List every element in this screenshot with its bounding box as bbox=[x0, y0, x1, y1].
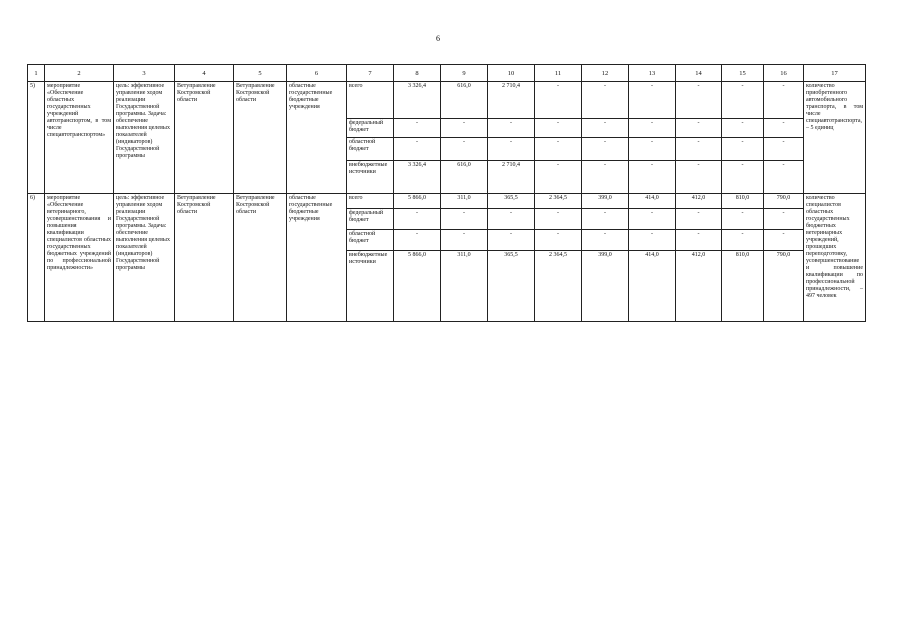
value-cell: 2 364,5 bbox=[535, 194, 582, 209]
value-cell: - bbox=[582, 230, 629, 251]
value-cell: 3 326,4 bbox=[394, 161, 441, 194]
source-cell: областной бюджет bbox=[347, 138, 394, 161]
value-cell: 2 710,4 bbox=[488, 161, 535, 194]
value-cell: 5 866,0 bbox=[394, 251, 441, 322]
value-cell: - bbox=[629, 161, 676, 194]
column-header: 5 bbox=[234, 65, 287, 82]
executor-cell: Ветуправление Костромской области bbox=[175, 194, 234, 322]
value-cell: 365,5 bbox=[488, 194, 535, 209]
table-row bbox=[28, 194, 866, 209]
value-cell: - bbox=[441, 138, 488, 161]
value-cell: 399,0 bbox=[582, 194, 629, 209]
table-row bbox=[28, 82, 866, 119]
row-number: 5) bbox=[28, 82, 45, 194]
source-cell: федеральный бюджет bbox=[347, 209, 394, 230]
value-cell: - bbox=[441, 119, 488, 138]
value-cell: 3 326,4 bbox=[394, 82, 441, 119]
value-cell: 616,0 bbox=[441, 82, 488, 119]
value-cell: - bbox=[629, 82, 676, 119]
value-cell: 414,0 bbox=[629, 194, 676, 209]
value-cell: 2 710,4 bbox=[488, 82, 535, 119]
value-cell: - bbox=[764, 161, 804, 194]
customer-cell: Ветуправление Костромской области bbox=[234, 194, 287, 322]
source-cell: внебюджетные источники bbox=[347, 251, 394, 322]
column-header: 6 bbox=[287, 65, 347, 82]
value-cell: 412,0 bbox=[676, 251, 722, 322]
column-header: 15 bbox=[722, 65, 764, 82]
recipient-cell: областные государственные бюджетные учреждения bbox=[287, 82, 347, 194]
column-header: 4 bbox=[175, 65, 234, 82]
customer-cell: Ветуправление Костромской области bbox=[234, 82, 287, 194]
value-cell: - bbox=[629, 209, 676, 230]
executor-cell: Ветуправление Костромской области bbox=[175, 82, 234, 194]
value-cell: - bbox=[535, 161, 582, 194]
column-header: 1 bbox=[28, 65, 45, 82]
value-cell: - bbox=[676, 138, 722, 161]
value-cell: 311,0 bbox=[441, 251, 488, 322]
column-header: 13 bbox=[629, 65, 676, 82]
column-header: 14 bbox=[676, 65, 722, 82]
value-cell: 399,0 bbox=[582, 251, 629, 322]
source-cell: внебюджетные источники bbox=[347, 161, 394, 194]
value-cell: - bbox=[764, 119, 804, 138]
value-cell: - bbox=[488, 138, 535, 161]
column-header: 17 bbox=[804, 65, 866, 82]
value-cell: - bbox=[394, 230, 441, 251]
value-cell: - bbox=[676, 161, 722, 194]
value-cell: - bbox=[535, 209, 582, 230]
value-cell: - bbox=[488, 119, 535, 138]
value-cell: - bbox=[722, 161, 764, 194]
value-cell: - bbox=[535, 230, 582, 251]
value-cell: 2 364,5 bbox=[535, 251, 582, 322]
source-cell: всего bbox=[347, 194, 394, 209]
measure-cell: мероприятие «Обеспечение ветеринарного, усовершенствования и повышения квалификации специалистов областных государственных бюджетных учреждений по профессиональной принадлежности» bbox=[45, 194, 114, 322]
measure-cell: мероприятие «Обеспечение областных государственных учреждений автотранспортом, в том числе спецавтотранспортом» bbox=[45, 82, 114, 194]
value-cell: - bbox=[535, 138, 582, 161]
source-cell: федеральный бюджет bbox=[347, 119, 394, 138]
column-header: 2 bbox=[45, 65, 114, 82]
value-cell: 5 866,0 bbox=[394, 194, 441, 209]
value-cell: 790,0 bbox=[764, 194, 804, 209]
value-cell: - bbox=[441, 209, 488, 230]
value-cell: - bbox=[488, 209, 535, 230]
value-cell: 790,0 bbox=[764, 251, 804, 322]
value-cell: - bbox=[676, 230, 722, 251]
result-cell: количество приобретенного автомобильного транспорта, в том числе специавтотранспорта, – 5 единиц bbox=[804, 82, 866, 194]
value-cell: - bbox=[764, 209, 804, 230]
value-cell: - bbox=[394, 119, 441, 138]
value-cell: 365,5 bbox=[488, 251, 535, 322]
column-header: 16 bbox=[764, 65, 804, 82]
value-cell: - bbox=[582, 209, 629, 230]
value-cell: - bbox=[535, 119, 582, 138]
source-cell: всего bbox=[347, 82, 394, 119]
value-cell: - bbox=[722, 82, 764, 119]
column-header: 12 bbox=[582, 65, 629, 82]
result-cell: количество специалистов областных государственных бюджетных ветеринарных учреждений, прошедших переподготовку, усовершенствование и повышение квалификации по профессиональной принадлежности, – 497 человек bbox=[804, 194, 866, 322]
column-header: 7 bbox=[347, 65, 394, 82]
source-cell: областной бюджет bbox=[347, 230, 394, 251]
value-cell: - bbox=[676, 209, 722, 230]
value-cell: 412,0 bbox=[676, 194, 722, 209]
value-cell: 311,0 bbox=[441, 194, 488, 209]
value-cell: - bbox=[582, 161, 629, 194]
value-cell: - bbox=[629, 138, 676, 161]
goal-cell: цель: эффективное управление ходом реализации Государственной программы. Задача: обеспечение выполнения целевых показателей (индикаторов) Государственной программы bbox=[114, 194, 175, 322]
value-cell: 414,0 bbox=[629, 251, 676, 322]
value-cell: - bbox=[535, 82, 582, 119]
program-table bbox=[27, 64, 866, 322]
value-cell: - bbox=[676, 119, 722, 138]
value-cell: - bbox=[764, 230, 804, 251]
value-cell: - bbox=[394, 209, 441, 230]
value-cell: - bbox=[676, 82, 722, 119]
value-cell: - bbox=[582, 82, 629, 119]
value-cell: - bbox=[722, 138, 764, 161]
column-header: 3 bbox=[114, 65, 175, 82]
value-cell: - bbox=[629, 119, 676, 138]
column-header: 8 bbox=[394, 65, 441, 82]
value-cell: - bbox=[764, 82, 804, 119]
value-cell: 810,0 bbox=[722, 194, 764, 209]
value-cell: - bbox=[722, 230, 764, 251]
value-cell: - bbox=[582, 138, 629, 161]
value-cell: - bbox=[764, 138, 804, 161]
recipient-cell: областные государственные бюджетные учреждения bbox=[287, 194, 347, 322]
value-cell: - bbox=[722, 119, 764, 138]
value-cell: - bbox=[629, 230, 676, 251]
column-header: 9 bbox=[441, 65, 488, 82]
column-header: 11 bbox=[535, 65, 582, 82]
row-number: 6) bbox=[28, 194, 45, 322]
value-cell: - bbox=[488, 230, 535, 251]
goal-cell: цель: эффективное управление ходом реализации Государственной программы. Задача: обеспечение выполнения целевых показателей (индикаторов) Государственной программы bbox=[114, 82, 175, 194]
value-cell: - bbox=[722, 209, 764, 230]
value-cell: - bbox=[441, 230, 488, 251]
value-cell: 616,0 bbox=[441, 161, 488, 194]
page-number: 6 bbox=[436, 34, 440, 43]
column-header: 10 bbox=[488, 65, 535, 82]
value-cell: - bbox=[394, 138, 441, 161]
column-numbers-row bbox=[28, 65, 866, 82]
value-cell: 810,0 bbox=[722, 251, 764, 322]
value-cell: - bbox=[582, 119, 629, 138]
